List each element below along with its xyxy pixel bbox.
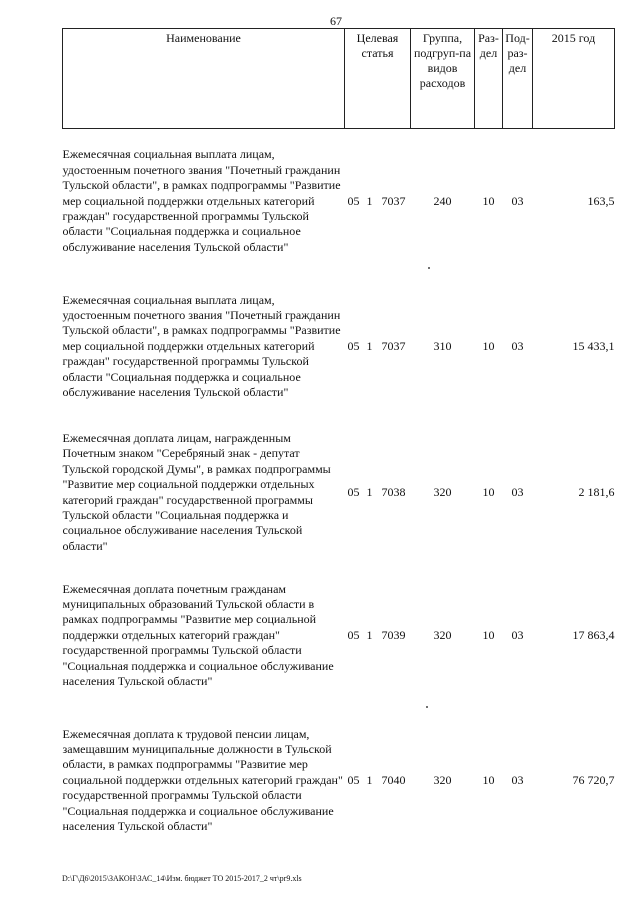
row-section: 10 — [482, 338, 495, 353]
target-part-3: 7039 — [381, 627, 406, 642]
row-section: 10 — [482, 772, 495, 787]
row-target — [345, 420, 411, 566]
table-body — [63, 129, 615, 856]
target-part-2: 1 — [366, 772, 373, 787]
row-subsection: 03 — [511, 338, 524, 353]
row-section: 10 — [482, 627, 495, 642]
target-part-1: 05 — [347, 338, 360, 353]
row-section: 10 — [482, 484, 495, 499]
target-part-1: 05 — [347, 772, 360, 787]
target-part-2: 1 — [366, 193, 373, 208]
row-group: 240 — [433, 193, 452, 208]
row-name: Ежемесячная социальная выплата лицам, удостоенным почетного звания "Почетный гражданин Тульской области", в рамках подпрограммы "Развитие мер социальной поддержки отдельных категорий граждан" государственной программы Тульской области "Социальная поддержка и социальное обслуживание населения Тульской области" — [62, 292, 341, 400]
header-name: Наименование — [63, 29, 345, 129]
row-name: Ежемесячная социальная выплата лицам, удостоенным почетного звания "Почетный гражданин Тульской области", в рамках подпрограммы "Развитие мер социальной поддержки отдельных категорий граждан" государственной программы Тульской области "Социальная поддержка и социальное обслуживание населения Тульской области" — [62, 147, 341, 254]
table-row — [63, 420, 615, 566]
row-subsection: 03 — [511, 772, 524, 787]
table-row — [63, 706, 615, 856]
row-target — [345, 566, 411, 706]
target-part-3: 7037 — [381, 193, 406, 208]
row-group: 320 — [433, 484, 452, 499]
row-amount: 2 181,6 — [578, 484, 615, 499]
target-part-2: 1 — [366, 627, 373, 642]
row-name: Ежемесячная доплата почетным гражданам муниципальных образований Тульской области в рамках подпрограммы "Развитие мер социальной поддержки отдельных категорий граждан" государственной программы Тульской области "Социальная поддержка и социальное обслуживание населения Тульской области" — [62, 581, 334, 689]
row-group: 310 — [433, 338, 452, 353]
table-row — [63, 274, 615, 420]
page-number: 67 — [330, 14, 342, 28]
row-subsection: 03 — [511, 484, 524, 499]
table-row — [63, 129, 615, 274]
row-amount: 15 433,1 — [572, 338, 615, 353]
header-group: Группа, подгруп-па видов расходов — [411, 29, 475, 129]
row-name: Ежемесячная доплата лицам, награжденным Почетным знаком "Серебряный знак - депутат Тульской городской Думы", в рамках подпрограммы "Развитие мер социальной поддержки отдельных категорий граждан" государственной программы Тульской области "Социальная поддержка и социальное обслуживание населения Тульской области" — [62, 430, 331, 553]
target-part-2: 1 — [366, 338, 373, 353]
target-part-2: 1 — [366, 484, 373, 499]
table-row — [63, 566, 615, 706]
table-header-row — [63, 29, 615, 129]
target-part-3: 7037 — [381, 338, 406, 353]
row-target — [345, 274, 411, 420]
target-part-3: 7038 — [381, 484, 406, 499]
row-amount: 17 863,4 — [572, 627, 615, 642]
budget-table — [62, 28, 615, 856]
header-section: Раз-дел — [475, 29, 503, 129]
row-name: Ежемесячная доплата к трудовой пенсии лицам, замещавшим муниципальные должности в Тульской области, в рамках подпрограммы "Развитие мер социальной поддержки отдельных категорий граждан" государственной программы Тульской области "Социальная поддержка и социальное обслуживание населения Тульской области" — [62, 726, 343, 834]
row-target — [345, 706, 411, 856]
scan-speck — [426, 706, 428, 708]
row-group: 320 — [433, 772, 452, 787]
header-target: Целевая статья — [345, 29, 411, 129]
row-subsection: 03 — [511, 627, 524, 642]
target-part-1: 05 — [347, 484, 360, 499]
row-group: 320 — [433, 627, 452, 642]
row-target — [345, 129, 411, 274]
scan-speck — [428, 267, 430, 269]
target-part-1: 05 — [347, 193, 360, 208]
row-section: 10 — [482, 193, 495, 208]
file-path-footer: D:\Г\Д6\2015\ЗАКОН\ЗАС_14\Изм. бюджет ТО 2015-2017_2 чт\pr9.xls — [62, 874, 302, 883]
row-subsection: 03 — [511, 193, 524, 208]
header-subsection: Под-раз-дел — [503, 29, 533, 129]
row-amount: 76 720,7 — [572, 772, 615, 787]
target-part-3: 7040 — [381, 772, 406, 787]
target-part-1: 05 — [347, 627, 360, 642]
row-amount: 163,5 — [587, 193, 615, 208]
header-year: 2015 год — [533, 29, 615, 129]
